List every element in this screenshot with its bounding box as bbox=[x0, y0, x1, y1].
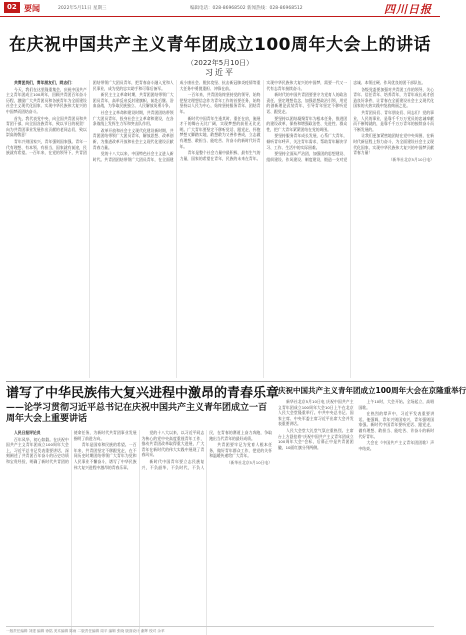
speech-date: （2022年5月10日） bbox=[186, 59, 254, 67]
sidebar-title: 庆祝中国共产主义青年团成立100周年大会在京隆重举行 bbox=[278, 386, 466, 395]
commentary-body bbox=[6, 430, 272, 635]
article-paragraph: 各级党委要加强对共青团工作的领导，关心青年、信任青年、培养青年，为青年成长成才创造良好条件，让青春在全面建设社会主义现代化国家的火热实践中绽放绚丽之花。 bbox=[353, 86, 434, 109]
speech-author: 习近平 bbox=[205, 68, 235, 77]
commentary-title: 谱写了中华民族伟大复兴进程中激昂的青春乐章 bbox=[6, 386, 280, 401]
article-paragraph: 社会主义革命和建设时期，共青团团结带领广大团员青年，投身社会主义革命和建设，在各条战线上发挥生力军和突击队作用。 bbox=[92, 109, 174, 127]
article-paragraph: 新民主主义革命时期，共青团团结带领广大团员青年，高举反帝反封建旗帜，前赴后继、浴血奋战，为争取民族独立、人民解放英勇斗争。 bbox=[92, 92, 174, 109]
section-name: 要闻 bbox=[24, 4, 40, 13]
article-paragraph: 要坚持全面从严治团，加强团的思想建设、组织建设、作风建设、制度建设，锻造一支对党忠诚、本领过硬、作风优良的团干部队伍。 bbox=[266, 80, 426, 162]
speech-article bbox=[6, 80, 434, 378]
commentary-subtitle: ——论学习贯彻习近平总书记在庆祝中国共产主义青年团成立一百周年大会上重要讲话 bbox=[6, 403, 268, 424]
news-sidebar bbox=[278, 386, 466, 624]
sidebar-paragraph: 在热烈的掌声中，习近平发表重要讲话。他强调，青年兴则国家兴，青年强则国家强。新时代中国青年要听党话、跟党走，做有理想、敢担当、能吃苦、肯奋斗的新时代好青年。 bbox=[358, 411, 434, 439]
article-paragraph: 新时代中国青年生逢其时、重任在肩，施展才干的舞台无比广阔，实现梦想的前景无比光明。广大青年要坚定不移听党话、跟党走，怀抱梦想又脚踏实地，敢想敢为又善作善成，立志做有理想、敢担当、能吃苦、肯奋斗的新时代好青年。 bbox=[179, 115, 261, 149]
article-source: （新华社北京5月10日电） bbox=[388, 156, 434, 162]
article-paragraph: 共青团员们、青年朋友们、同志们！党的事业，人民的事业，是靠千千万万党员的忠诚奉献而不断铸就的，是靠千千万万青年的接续奋斗而不断发展的。 bbox=[353, 109, 434, 132]
article-paragraph: 一百年来，共青团始终坚持党的领导，始终把坚定理想信念作为青年工作的首要任务，始终坚持以人民为中心，始终坚持服务青年、团结青年。 bbox=[179, 92, 261, 114]
contact-line: 编辑电话：028-86968502 新闻热线：028-86968512 bbox=[190, 6, 303, 11]
commentary-paragraph: 新时代中国青年要立志民族复兴，不负韶华，不负时代，不负人民，在青春的赛道上奋力奔跑，争取跑出当代青年的最好成绩。 bbox=[141, 430, 272, 470]
article-paragraph: 让我们更加紧密地团结在党中央周围，在新时代新征程上努力奋斗，为全面建设社会主义现代化国家、实现中华民族伟大复兴的中国梦贡献青春力量！ bbox=[353, 133, 434, 156]
sidebar-paragraph: 新华社北京5月10日电 庆祝中国共产主义青年团成立100周年大会10日上午在北京人民大会堂隆重举行。中共中央总书记、国家主席、中央军委主席习近平出席大会并发表重要讲话。 bbox=[278, 399, 354, 427]
page-footer-credits: 一版责任编辑 刘建 编辑 徐铭 美术编辑 陈雨 二版责任编辑 周平 编辑 张晓 版面设计 谢辉 校对 余苹 bbox=[6, 626, 434, 635]
commentary-paragraph: 共青团要牢记为党育人根本任务，做好青年群众工作，把党的关怀和温暖传递给广大青年。 bbox=[209, 442, 272, 459]
issue-date: 2022年5月11日 星期三 bbox=[58, 6, 107, 11]
article-paragraph: 要坚持服务青年成长发展，心系广大青年，倾听青年呼声，关注青年需求，帮助青年解决学习、工作、生活中的实际困难。 bbox=[266, 133, 348, 150]
sidebar-body bbox=[278, 399, 434, 619]
commentary-paragraph: 青年是国家和民族的希望。一百年来，共青团坚定不移跟党走，在不同历史时期团结带领广大青年为党和人民事业不懈奋斗，谱写了中华民族伟大复兴进程中激昂的青春乐章。 bbox=[73, 442, 137, 470]
section-divider bbox=[6, 381, 434, 382]
masthead bbox=[0, 0, 440, 17]
main-headline: 在庆祝中国共产主义青年团成立100周年大会上的讲话 bbox=[9, 35, 431, 55]
sidebar-paragraph: 人民大会堂大礼堂气氛庄重热烈。主席台上方悬挂着“庆祝中国共产主义青年团成立100周年大会”会标，后幕正中是共青团团徽，10面红旗分列两侧。 bbox=[278, 427, 354, 450]
article-paragraph: 首先，我代表党中央，向全国共青团员和共青团干部，向全国各族青年，致以节日的祝贺！向为共青团事业发展作出贡献的老同志们，致以崇高的敬意！ bbox=[6, 115, 87, 138]
article-paragraph: 要坚持以团结凝聚青年为根本任务，推进团的建设改革，保持和增强政治性、先进性、群众性，把广大青年紧紧团结在党的周围。 bbox=[266, 115, 348, 132]
article-paragraph: 新时代的中国共青团要坚守为党育人的政治责任，坚定理想信念，加强思想政治引领，用党的创新理论武装青年，引导青年坚定不移听党话、跟党走。 bbox=[266, 92, 348, 114]
article-paragraph: 青年兴则国家兴，青年强则国家强。青年一代有理想、有本领、有担当，国家就有前途，民族就有希望。一百年来，在党的领导下，共青团团结带领广大团员青年，把青春奋斗融入党和人民事业，成为党的忠实助手和可靠后备军。 bbox=[6, 80, 174, 156]
article-paragraph: 党的十八大以来，中国特色社会主义进入新时代。共青团团结带领广大团员青年，在全面建成小康社会、脱贫攻坚、抗击新冠肺炎疫情等重大任务中勇挑重担、冲锋在前。 bbox=[92, 80, 261, 162]
article-paragraph: 改革开放和社会主义现代化建设新时期，共青团团结带领广大团员青年，解放思想、改革创新，为推进改革开放和社会主义现代化建设贡献青春力量。 bbox=[92, 127, 174, 150]
commentary-article bbox=[6, 386, 280, 635]
commentary-paragraph: 百年风华，初心如磐。在庆祝中国共产主义青年团成立100周年大会上，习近平总书记发表重要讲话，深刻阐述了共青团百年奋斗的历史功绩和宝贵经验，明确了新时代共青团的使命任务，为新时代共青团事业发展指明了前进方向。 bbox=[6, 430, 137, 464]
article-paragraph: 今天，我们在这里隆重集会，庆祝中国共产主义青年团成立100周年，回顾共青团百年奋斗历程，激励广大共青团员和各族青年为全面建设社会主义现代化国家、实现中华民族伟大复兴的中国梦而团结奋斗。 bbox=[6, 86, 87, 114]
commentary-source: （新华社北京5月10日电） bbox=[226, 459, 272, 465]
commentary-paragraph: 党的十八大以来，以习近平同志为核心的党中央高度重视青年工作，推动共青团改革取得重大进展，广大青年在新时代的伟大实践中展现了青春风采。 bbox=[141, 430, 205, 458]
newspaper-logo: 四川日报 bbox=[384, 3, 432, 16]
article-greeting: 共青团员们，青年朋友们，同志们： bbox=[14, 80, 75, 85]
commentary-byline: 人民日报评论员 bbox=[14, 430, 41, 435]
page-number-badge: 02 bbox=[4, 2, 20, 13]
sidebar-paragraph: 大会在《中国共产主义青年团团歌》声中结束。 bbox=[358, 440, 434, 451]
sidebar-paragraph: 上午10时，大会开始。全场起立，高唱国歌。 bbox=[358, 399, 434, 410]
article-paragraph: 青年是整个社会力量中最积极、最有生气的力量，国家的希望在青年，民族的未来在青年。实现中华民族伟大复兴的中国梦，需要一代又一代有志青年接续奋斗。 bbox=[179, 80, 348, 161]
